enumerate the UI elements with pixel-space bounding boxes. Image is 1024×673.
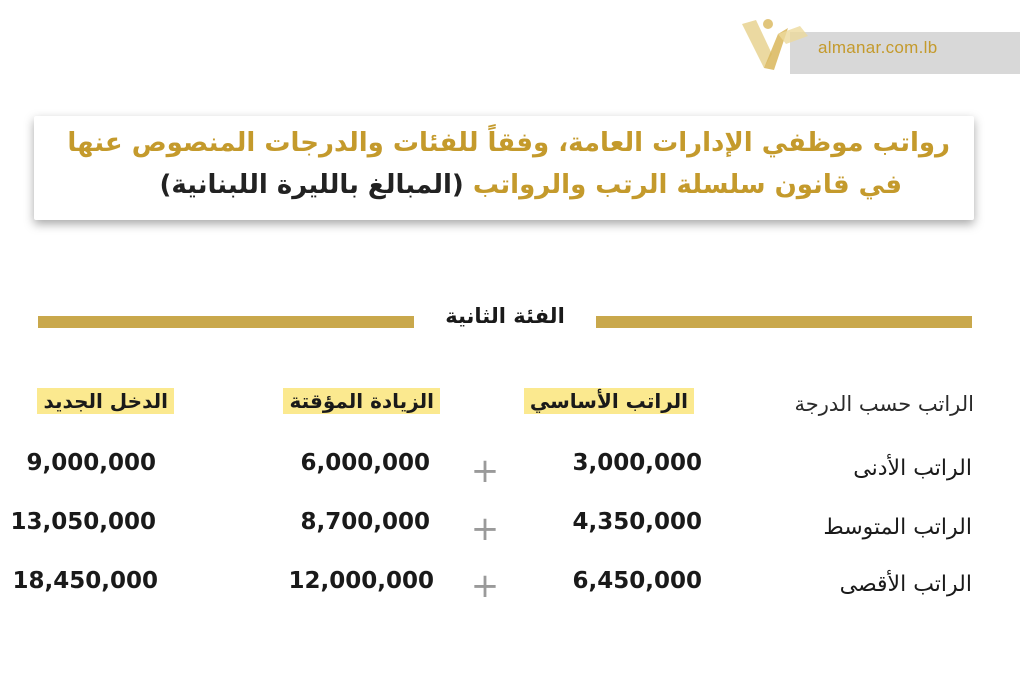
almanar-logo-icon: [734, 14, 812, 76]
header-increase: الزيادة المؤقتة: [283, 388, 440, 414]
row-min-new-income: 9,000,000: [26, 450, 156, 476]
row-mid-increase: 8,700,000: [300, 509, 430, 535]
row-label-mid: الراتب المتوسط: [823, 515, 972, 540]
header-basic: الراتب الأساسي: [524, 388, 694, 414]
row-max-basic: 6,450,000: [572, 568, 702, 594]
title-line-1: رواتب موظفي الإدارات العامة، وفقاً للفئات والدرجات المنصوص عنها: [67, 128, 950, 158]
plus-icon: +: [470, 509, 500, 549]
row-mid-basic: 4,350,000: [572, 509, 702, 535]
category-label: الفئة الثانية: [445, 304, 565, 328]
row-max-increase: 12,000,000: [288, 568, 434, 594]
header-grade: الراتب حسب الدرجة: [794, 392, 974, 416]
plus-icon: +: [470, 451, 500, 491]
logo-text: almanar.com.lb: [818, 38, 938, 57]
row-max-new-income: 18,450,000: [12, 568, 158, 594]
plus-icon: +: [470, 566, 500, 606]
row-label-max: الراتب الأقصى: [839, 572, 972, 597]
row-mid-new-income: 13,050,000: [10, 509, 156, 535]
category-bar-right: [596, 316, 972, 328]
row-label-min: الراتب الأدنى: [853, 456, 972, 481]
title-line-2-gold: في قانون سلسلة الرتب والرواتب: [472, 170, 902, 200]
title-line-2-note: (المبالغ بالليرة اللبنانية): [159, 170, 464, 200]
title-box: [34, 116, 974, 220]
row-min-basic: 3,000,000: [572, 450, 702, 476]
row-min-increase: 6,000,000: [300, 450, 430, 476]
title-line-2: [159, 170, 902, 200]
header-new-income: الدخل الجديد: [37, 388, 174, 414]
category-bar-left: [38, 316, 414, 328]
